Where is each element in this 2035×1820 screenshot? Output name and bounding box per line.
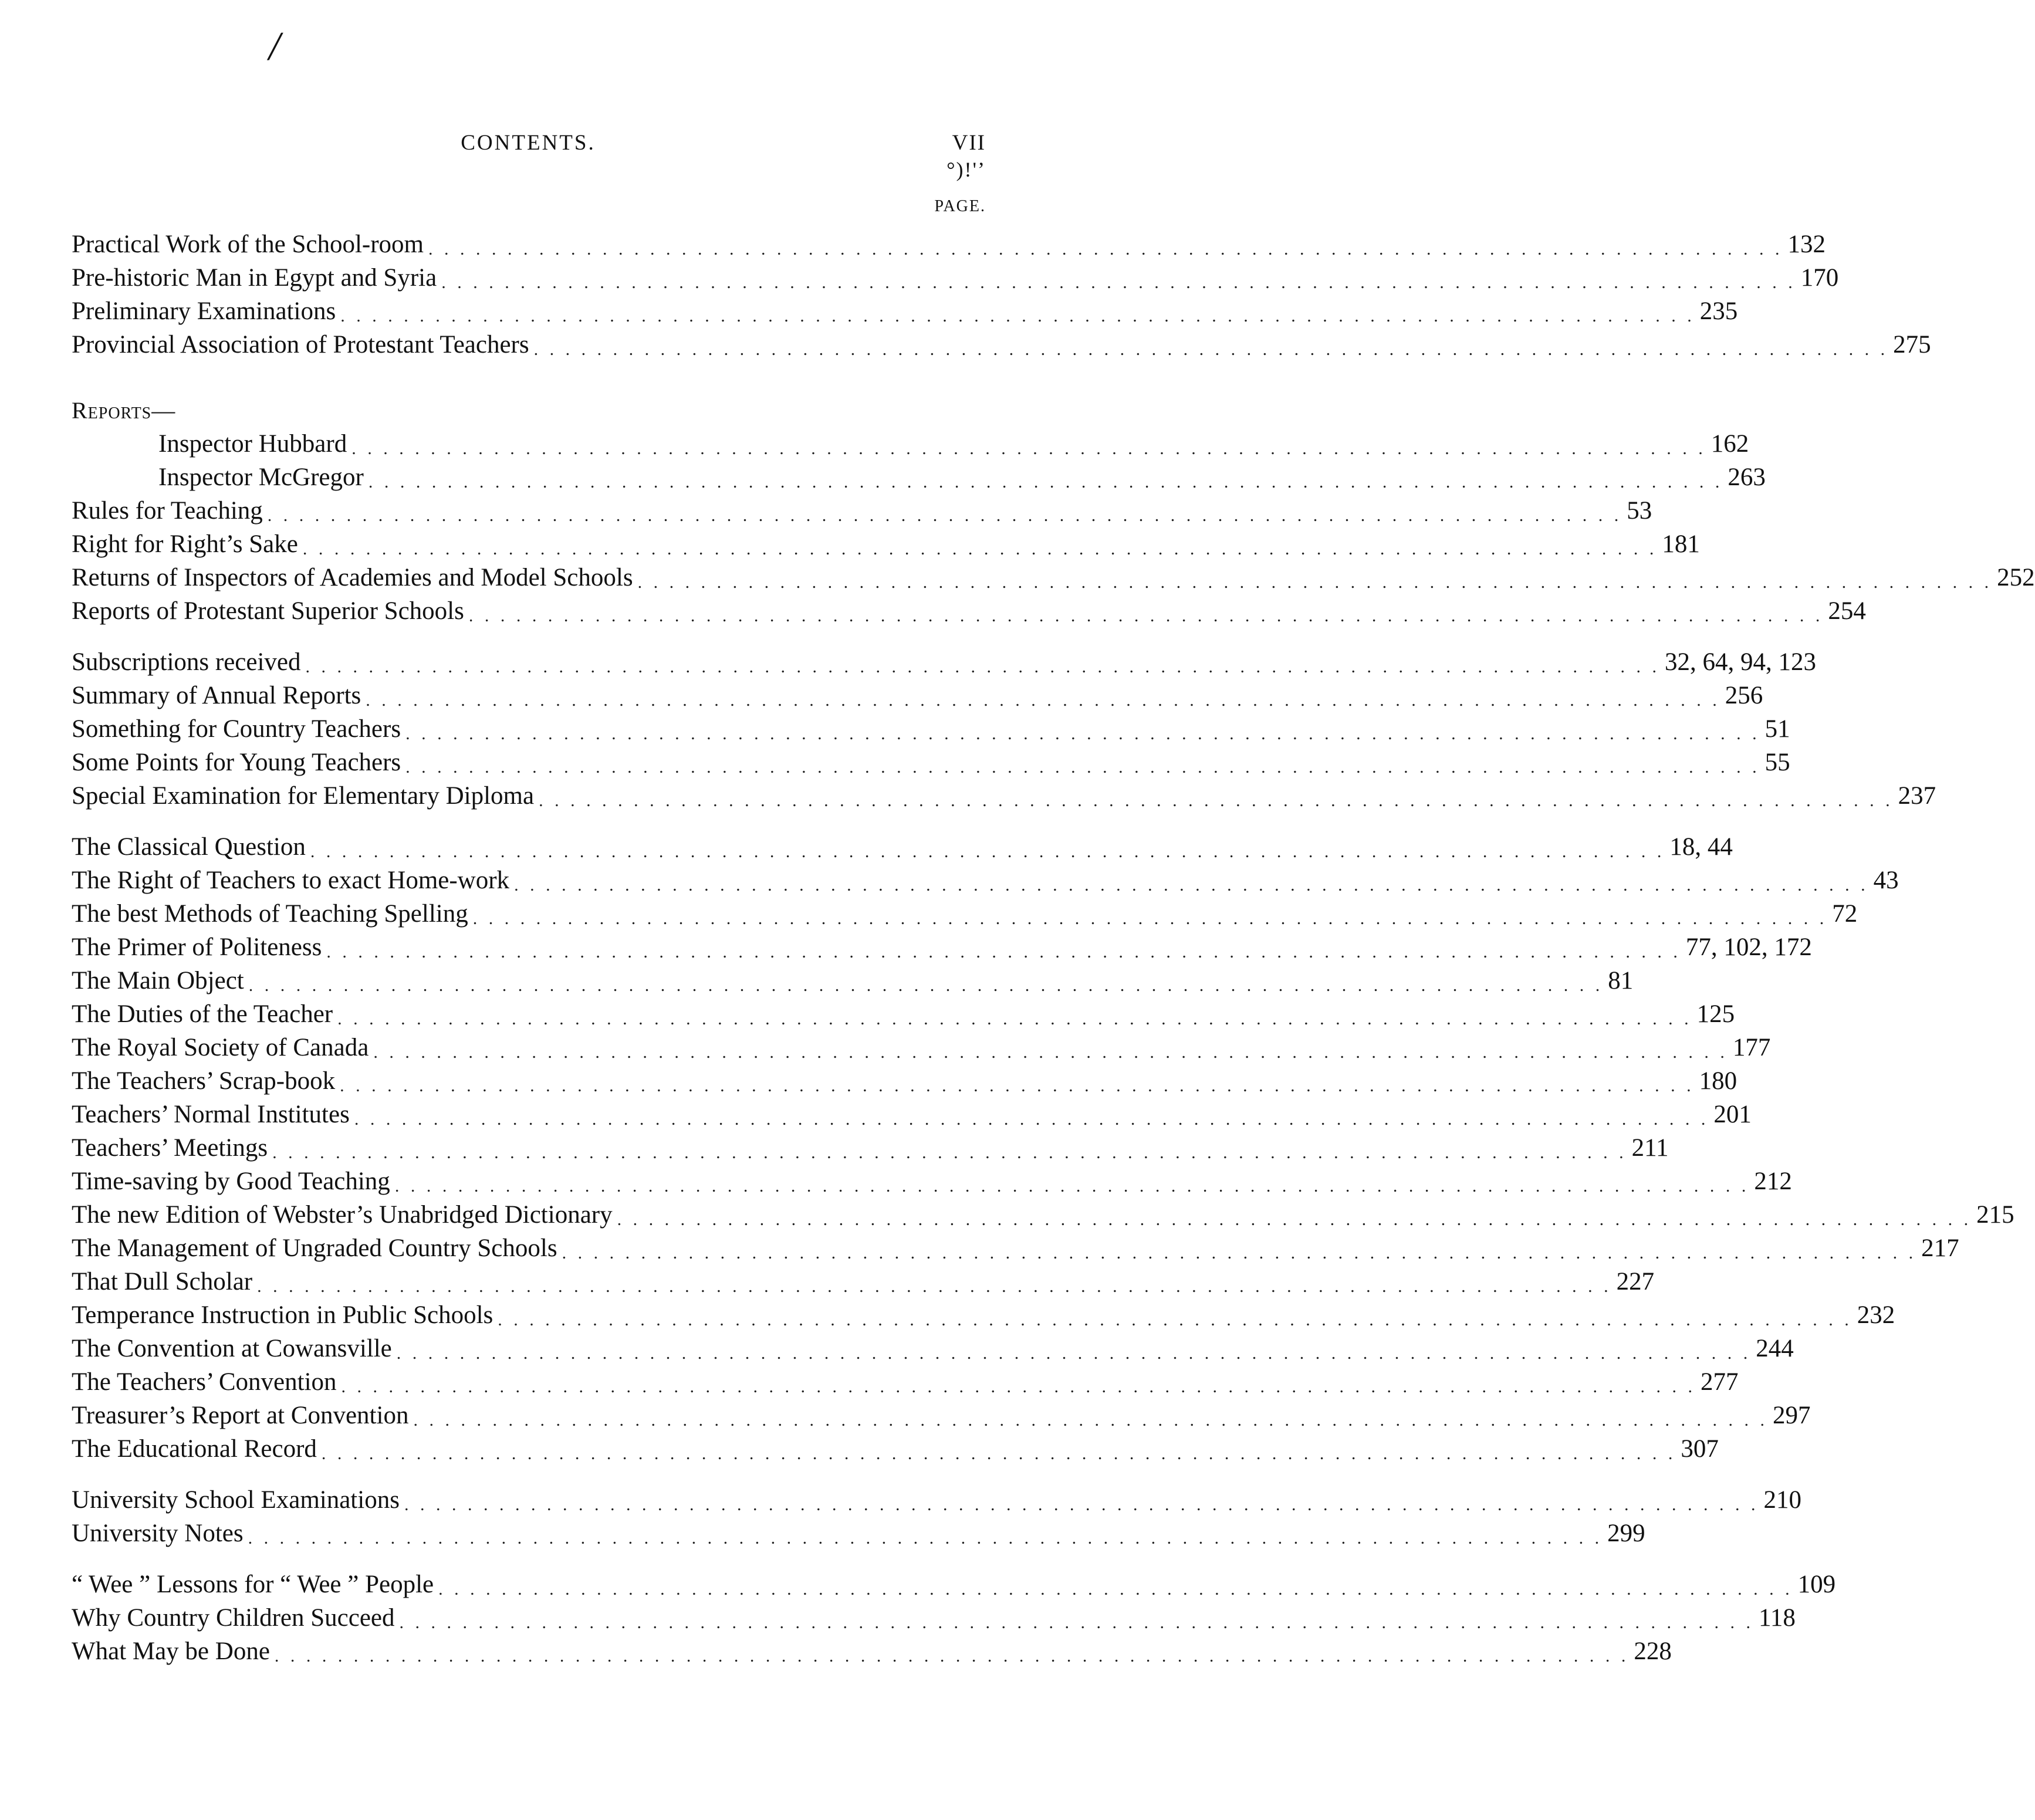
toc-entry [72, 561, 2035, 594]
toc-entry [72, 261, 1839, 295]
toc-entry [72, 427, 1749, 461]
entry-title: The Educational Record [72, 1435, 317, 1463]
entry-page: 181 [1662, 530, 1700, 558]
toc-entry [72, 997, 1735, 1031]
dot-leader: . . . . . . . . . . . . . . . . . . . . . . . . . . . . . . . . . . . . . . . . . . . . . . . . . . . . . . . . . . . . . . . . . . . . . . . . . . . . . . . . . . . . . . [404, 1495, 1759, 1514]
entry-title: Right for Right’s Sake [72, 530, 298, 558]
page-header [70, 130, 986, 165]
entry-title: Treasurer’s Report at Convention [72, 1402, 409, 1429]
entry-title: Special Examination for Elementary Diploma [72, 782, 535, 810]
toc-entry [72, 645, 1816, 679]
entry-title: The Duties of the Teacher [72, 1000, 333, 1028]
entry-page: 201 [1713, 1101, 1752, 1128]
entry-title: Practical Work of the School-room [72, 231, 424, 258]
dot-leader: . . . . . . . . . . . . . . . . . . . . . . . . . . . . . . . . . . . . . . . . . . . . . . . . . . . . . . . . . . . . . . . . . . . . . . . . . . . . . . . . . . . . . . [405, 757, 1760, 777]
toc-entry [72, 864, 1899, 897]
toc-entry [72, 1332, 1794, 1365]
entry-title: Inspector McGregor [158, 464, 364, 491]
entry-page: 132 [1787, 231, 1826, 258]
dot-leader: . . . . . . . . . . . . . . . . . . . . . . . . . . . . . . . . . . . . . . . . . . . . . . . . . . . . . . . . . . . . . . . . . . . . . . . . . . . . . . . . . . . . . . [533, 340, 1889, 359]
toc-entry [72, 897, 1858, 931]
dot-leader: . . . . . . . . . . . . . . . . . . . . . . . . . . . . . . . . . . . . . . . . . . . . . . . . . . . . . . . . . . . . . . . . . . . . . . . . . . . . . . . . . . . . . . [396, 1344, 1752, 1363]
entry-page: 237 [1898, 782, 1936, 810]
entry-page: 211 [1631, 1134, 1669, 1162]
entry-title: University Notes [72, 1520, 244, 1547]
entry-page: 118 [1759, 1604, 1796, 1632]
handwritten-mark: / [269, 24, 280, 69]
toc-entry [72, 461, 1766, 494]
dot-leader: . . . . . . . . . . . . . . . . . . . . . . . . . . . . . . . . . . . . . . . . . . . . . . . . . . . . . . . . . . . . . . . . . . . . . . . . . . . . . . . . . . . . . . [405, 724, 1760, 743]
toc-entry [72, 1483, 1801, 1517]
toc-entry [72, 1232, 1959, 1265]
entry-page: 299 [1607, 1520, 1645, 1547]
entry-title: The new Edition of Webster’s Unabridged Dictionary [72, 1201, 613, 1229]
toc-entry [72, 1635, 1672, 1668]
dot-leader: . . . . . . . . . . . . . . . . . . . . . . . . . . . . . . . . . . . . . . . . . . . . . . . . . . . . . . . . . . . . . . . . . . . . . . . . . . . . . . . . . . . . . . [267, 506, 1622, 525]
entry-title: Some Points for Young Teachers [72, 749, 401, 776]
entry-title: University School Examinations [72, 1486, 400, 1514]
entry-page: 170 [1800, 264, 1839, 292]
toc-entry [72, 1298, 1895, 1332]
dot-leader: . . . . . . . . . . . . . . . . . . . . . . . . . . . . . . . . . . . . . . . . . . . . . . . . . . . . . . . . . . . . . . . . . . . . . . . . . . . . . . . . . . . . . . [373, 1043, 1728, 1062]
toc-entry [72, 328, 1931, 361]
toc-entry [72, 1131, 1669, 1165]
group-spacer [72, 1550, 975, 1568]
dot-leader: . . . . . . . . . . . . . . . . . . . . . . . . . . . . . . . . . . . . . . . . . . . . . . . . . . . . . . . . . . . . . . . . . . . . . . . . . . . . . . . . . . . . . . [413, 1410, 1768, 1430]
entry-page: 228 [1634, 1638, 1672, 1665]
toc-entry [72, 1198, 2014, 1232]
dot-leader: . . . . . . . . . . . . . . . . . . . . . . . . . . . . . . . . . . . . . . . . . . . . . . . . . . . . . . . . . . . . . . . . . . . . . . . . . . . . . . . . . . . . . . [637, 573, 1993, 592]
entry-title: Provincial Association of Protestant Teachers [72, 331, 529, 358]
dot-leader: . . . . . . . . . . . . . . . . . . . . . . . . . . . . . . . . . . . . . . . . . . . . . . . . . . . . . . . . . . . . . . . . . . . . . . . . . . . . . . . . . . . . . . [302, 539, 1658, 559]
toc-entry [72, 830, 1733, 864]
dot-leader: . . . . . . . . . . . . . . . . . . . . . . . . . . . . . . . . . . . . . . . . . . . . . . . . . . . . . . . . . . . . . . . . . . . . . . . . . . . . . . . . . . . . . . [562, 1243, 1917, 1263]
dot-leader: . . . . . . . . . . . . . . . . . . . . . . . . . . . . . . . . . . . . . . . . . . . . . . . . . . . . . . . . . . . . . . . . . . . . . . . . . . . . . . . . . . . . . . [272, 1143, 1627, 1162]
entry-page: 232 [1857, 1301, 1895, 1329]
dot-leader: . . . . . . . . . . . . . . . . . . . . . . . . . . . . . . . . . . . . . . . . . . . . . . . . . . . . . . . . . . . . . . . . . . . . . . . . . . . . . . . . . . . . . . [310, 842, 1665, 861]
toc-entry [72, 594, 1866, 628]
entry-page: 77, 102, 172 [1685, 933, 1812, 961]
entry-title: Reports of Protestant Superior Schools [72, 597, 464, 625]
dot-leader: . . . . . . . . . . . . . . . . . . . . . . . . . . . . . . . . . . . . . . . . . . . . . . . . . . . . . . . . . . . . . . . . . . . . . . . . . . . . . . . . . . . . . . [617, 1210, 1972, 1229]
dot-leader: . . . . . . . . . . . . . . . . . . . . . . . . . . . . . . . . . . . . . . . . . . . . . . . . . . . . . . . . . . . . . . . . . . . . . . . . . . . . . . . . . . . . . . [248, 1528, 1603, 1548]
toc-entry [72, 1517, 1645, 1550]
entry-page: 263 [1728, 464, 1766, 491]
entry-page: 162 [1711, 430, 1749, 458]
dot-leader: . . . . . . . . . . . . . . . . . . . . . . . . . . . . . . . . . . . . . . . . . . . . . . . . . . . . . . . . . . . . . . . . . . . . . . . . . . . . . . . . . . . . . . [441, 273, 1796, 292]
group-spacer [72, 361, 975, 394]
dot-leader: . . . . . . . . . . . . . . . . . . . . . . . . . . . . . . . . . . . . . . . . . . . . . . . . . . . . . . . . . . . . . . . . . . . . . . . . . . . . . . . . . . . . . . [428, 239, 1783, 259]
entry-page: 125 [1696, 1000, 1735, 1028]
entry-page: 254 [1828, 597, 1866, 625]
entry-page: 72 [1832, 900, 1858, 928]
entry-page: 212 [1754, 1168, 1792, 1195]
group-spacer [72, 813, 975, 830]
entry-title: Pre-historic Man in Egypt and Syria [72, 264, 437, 292]
entry-title: The Main Object [72, 967, 244, 994]
dot-leader: . . . . . . . . . . . . . . . . . . . . . . . . . . . . . . . . . . . . . . . . . . . . . . . . . . . . . . . . . . . . . . . . . . . . . . . . . . . . . . . . . . . . . . [394, 1176, 1750, 1196]
group-spacer [72, 1466, 975, 1483]
entry-title: The Right of Teachers to exact Home-work [72, 867, 510, 894]
toc-entry [72, 527, 1700, 561]
entry-title: “ Wee ” Lessons for “ Wee ” People [72, 1571, 434, 1598]
entry-title: That Dull Scholar [72, 1268, 253, 1295]
entry-title: The Teachers’ Scrap-book [72, 1067, 336, 1095]
dot-leader: . . . . . . . . . . . . . . . . . . . . . . . . . . . . . . . . . . . . . . . . . . . . . . . . . . . . . . . . . . . . . . . . . . . . . . . . . . . . . . . . . . . . . . [514, 875, 1869, 895]
entry-page: 277 [1701, 1368, 1739, 1396]
dot-leader: . . . . . . . . . . . . . . . . . . . . . . . . . . . . . . . . . . . . . . . . . . . . . . . . . . . . . . . . . . . . . . . . . . . . . . . . . . . . . . . . . . . . . . [366, 691, 1720, 710]
stamp-text: °)!'’ [946, 158, 986, 181]
entry-title: The Management of Ungraded Country Schools [72, 1234, 557, 1262]
dot-leader: . . . . . . . . . . . . . . . . . . . . . . . . . . . . . . . . . . . . . . . . . . . . . . . . . . . . . . . . . . . . . . . . . . . . . . . . . . . . . . . . . . . . . . [326, 942, 1681, 962]
toc-entry [72, 1098, 1752, 1131]
toc-entry [72, 1601, 1796, 1635]
entry-title: Preliminary Examinations [72, 297, 336, 325]
entry-page: 244 [1756, 1335, 1794, 1362]
dot-leader: . . . . . . . . . . . . . . . . . . . . . . . . . . . . . . . . . . . . . . . . . . . . . . . . . . . . . . . . . . . . . . . . . . . . . . . . . . . . . . . . . . . . . . [498, 1310, 1853, 1330]
entry-title: The Primer of Politeness [72, 933, 322, 961]
entry-page: 235 [1699, 297, 1738, 325]
entry-title: Teachers’ Meetings [72, 1134, 268, 1162]
entry-title: Time-saving by Good Teaching [72, 1168, 390, 1195]
dot-leader: . . . . . . . . . . . . . . . . . . . . . . . . . . . . . . . . . . . . . . . . . . . . . . . . . . . . . . . . . . . . . . . . . . . . . . . . . . . . . . . . . . . . . . [468, 606, 1824, 625]
dot-leader: . . . . . . . . . . . . . . . . . . . . . . . . . . . . . . . . . . . . . . . . . . . . . . . . . . . . . . . . . . . . . . . . . . . . . . . . . . . . . . . . . . . . . . [340, 1076, 1695, 1095]
entry-page: 275 [1893, 331, 1931, 358]
page-column-label: PAGE. [934, 197, 986, 215]
toc-entry [72, 931, 1812, 964]
dot-leader: . . . . . . . . . . . . . . . . . . . . . . . . . . . . . . . . . . . . . . . . . . . . . . . . . . . . . . . . . . . . . . . . . . . . . . . . . . . . . . . . . . . . . . [340, 306, 1695, 326]
dot-leader: . . . . . . . . . . . . . . . . . . . . . . . . . . . . . . . . . . . . . . . . . . . . . . . . . . . . . . . . . . . . . . . . . . . . . . . . . . . . . . . . . . . . . . [257, 1277, 1612, 1296]
entry-title: Why Country Children Succeed [72, 1604, 395, 1632]
entry-page: 43 [1873, 867, 1899, 894]
entry-page: 51 [1764, 715, 1790, 743]
dot-leader: . . . . . . . . . . . . . . . . . . . . . . . . . . . . . . . . . . . . . . . . . . . . . . . . . . . . . . . . . . . . . . . . . . . . . . . . . . . . . . . . . . . . . . [399, 1613, 1755, 1632]
dot-leader: . . . . . . . . . . . . . . . . . . . . . . . . . . . . . . . . . . . . . . . . . . . . . . . . . . . . . . . . . . . . . . . . . . . . . . . . . . . . . . . . . . . . . . [351, 439, 1706, 458]
entry-title: The Classical Question [72, 833, 306, 861]
entry-page: 109 [1797, 1571, 1836, 1598]
entry-title: Teachers’ Normal Institutes [72, 1101, 350, 1128]
entry-page: 53 [1627, 497, 1652, 525]
dot-leader: . . . . . . . . . . . . . . . . . . . . . . . . . . . . . . . . . . . . . . . . . . . . . . . . . . . . . . . . . . . . . . . . . . . . . . . . . . . . . . . . . . . . . . [341, 1377, 1696, 1396]
entry-page: 210 [1763, 1486, 1801, 1514]
entry-page: 32, 64, 94, 123 [1665, 648, 1816, 676]
entry-page: 55 [1764, 749, 1790, 776]
toc-entry [72, 1064, 1737, 1098]
entry-page: 18, 44 [1669, 833, 1733, 861]
running-title: CONTENTS. [461, 131, 596, 155]
table-of-contents [72, 228, 2035, 1668]
toc-entry [72, 494, 1652, 527]
dot-leader: . . . . . . . . . . . . . . . . . . . . . . . . . . . . . . . . . . . . . . . . . . . . . . . . . . . . . . . . . . . . . . . . . . . . . . . . . . . . . . . . . . . . . . [305, 657, 1660, 676]
entry-page: 297 [1772, 1402, 1811, 1429]
toc-entry [72, 228, 1826, 261]
toc-entry [72, 964, 1634, 997]
section-heading: Reports— [72, 397, 176, 424]
entry-title: The Convention at Cowansville [72, 1335, 392, 1362]
dot-leader: . . . . . . . . . . . . . . . . . . . . . . . . . . . . . . . . . . . . . . . . . . . . . . . . . . . . . . . . . . . . . . . . . . . . . . . . . . . . . . . . . . . . . . [354, 1109, 1709, 1129]
entry-page: 81 [1608, 967, 1634, 994]
dot-leader: . . . . . . . . . . . . . . . . . . . . . . . . . . . . . . . . . . . . . . . . . . . . . . . . . . . . . . . . . . . . . . . . . . . . . . . . . . . . . . . . . . . . . . [472, 909, 1828, 928]
entry-page: 180 [1699, 1067, 1737, 1095]
toc-entry [72, 1165, 1792, 1198]
entry-title: Summary of Annual Reports [72, 682, 361, 709]
entry-title: The Teachers’ Convention [72, 1368, 337, 1396]
entry-page: 252 [1997, 564, 2035, 591]
entry-page: 177 [1732, 1034, 1771, 1061]
entry-page: 307 [1681, 1435, 1719, 1463]
entry-page: 217 [1921, 1234, 1959, 1262]
toc-entry [72, 712, 1790, 746]
toc-entry [72, 1365, 1739, 1399]
dot-leader: . . . . . . . . . . . . . . . . . . . . . . . . . . . . . . . . . . . . . . . . . . . . . . . . . . . . . . . . . . . . . . . . . . . . . . . . . . . . . . . . . . . . . . [438, 1579, 1793, 1599]
entry-title: Something for Country Teachers [72, 715, 401, 743]
toc-entry [72, 746, 1790, 779]
entry-title: Subscriptions received [72, 648, 301, 676]
entry-title: Inspector Hubbard [158, 430, 347, 458]
toc-entry [72, 779, 1936, 813]
toc-entry [72, 1568, 1836, 1601]
group-spacer [72, 628, 975, 645]
toc-entry [72, 679, 1763, 712]
toc-entry [72, 1265, 1655, 1298]
dot-leader: . . . . . . . . . . . . . . . . . . . . . . . . . . . . . . . . . . . . . . . . . . . . . . . . . . . . . . . . . . . . . . . . . . . . . . . . . . . . . . . . . . . . . . [274, 1646, 1630, 1666]
dot-leader: . . . . . . . . . . . . . . . . . . . . . . . . . . . . . . . . . . . . . . . . . . . . . . . . . . . . . . . . . . . . . . . . . . . . . . . . . . . . . . . . . . . . . . [337, 1009, 1692, 1029]
page-number: VII [952, 131, 986, 155]
dot-leader: . . . . . . . . . . . . . . . . . . . . . . . . . . . . . . . . . . . . . . . . . . . . . . . . . . . . . . . . . . . . . . . . . . . . . . . . . . . . . . . . . . . . . . [539, 791, 1894, 810]
toc-entry [72, 1031, 1771, 1064]
entry-title: Temperance Instruction in Public Schools [72, 1301, 493, 1329]
toc-entry [72, 1432, 1719, 1466]
entry-page: 256 [1725, 682, 1763, 709]
dot-leader: . . . . . . . . . . . . . . . . . . . . . . . . . . . . . . . . . . . . . . . . . . . . . . . . . . . . . . . . . . . . . . . . . . . . . . . . . . . . . . . . . . . . . . [368, 472, 1723, 492]
toc-entry [72, 295, 1738, 328]
entry-page: 215 [1976, 1201, 2014, 1229]
entry-title: The Royal Society of Canada [72, 1034, 369, 1061]
entry-title: What May be Done [72, 1638, 270, 1665]
dot-leader: . . . . . . . . . . . . . . . . . . . . . . . . . . . . . . . . . . . . . . . . . . . . . . . . . . . . . . . . . . . . . . . . . . . . . . . . . . . . . . . . . . . . . . [248, 976, 1604, 995]
entry-title: Returns of Inspectors of Academies and Model Schools [72, 564, 633, 591]
entry-title: The best Methods of Teaching Spelling [72, 900, 468, 928]
entry-title: Rules for Teaching [72, 497, 263, 525]
entry-page: 227 [1616, 1268, 1655, 1295]
toc-entry [72, 1399, 1811, 1432]
dot-leader: . . . . . . . . . . . . . . . . . . . . . . . . . . . . . . . . . . . . . . . . . . . . . . . . . . . . . . . . . . . . . . . . . . . . . . . . . . . . . . . . . . . . . . [321, 1444, 1676, 1463]
